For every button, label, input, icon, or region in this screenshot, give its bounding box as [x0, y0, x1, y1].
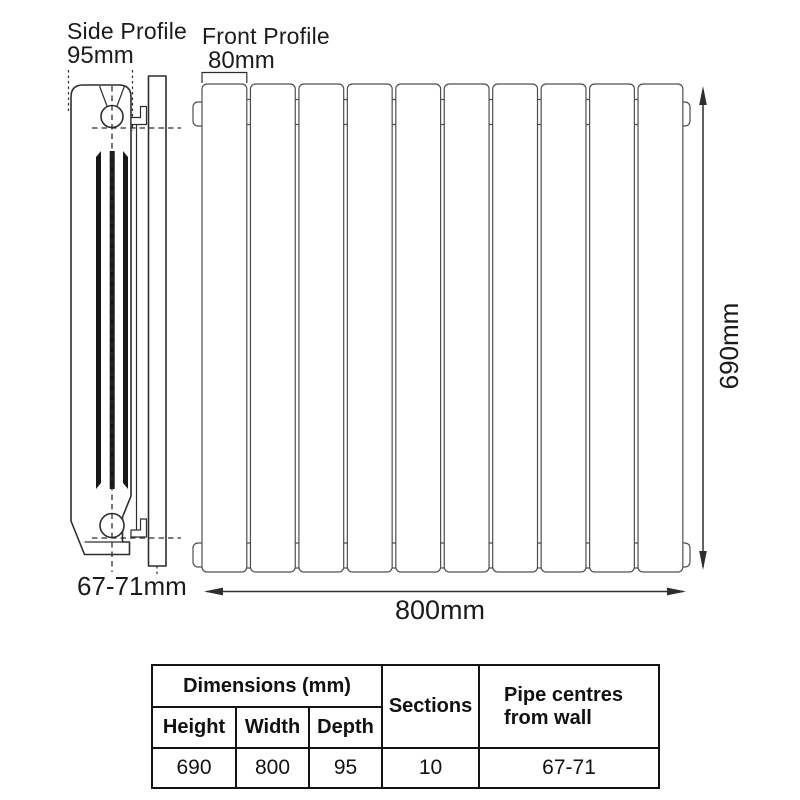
pipe-centres-label: 67-71mm	[77, 571, 187, 601]
radiator-panel	[396, 84, 441, 572]
height-value: 690	[152, 748, 236, 788]
pipe-centres-value: 67-71	[479, 748, 659, 788]
pipe-centres-header: Pipe centres from wall	[479, 665, 659, 748]
radiator-panel	[299, 84, 344, 572]
front-panels	[202, 84, 683, 572]
fin	[123, 151, 128, 489]
radiator-panel	[347, 84, 392, 572]
radiator-panel	[250, 84, 295, 572]
radiator-panel	[541, 84, 586, 572]
side-profile-drawing	[69, 70, 182, 577]
depth-value: 95	[309, 748, 382, 788]
section-width-label: 80mm	[208, 47, 275, 74]
height-column-header: Height	[152, 707, 236, 748]
width-column-header: Width	[236, 707, 309, 748]
front-profile-drawing	[193, 73, 690, 573]
spec-table	[151, 664, 660, 789]
width-value: 800	[236, 748, 309, 788]
radiator-panel	[493, 84, 538, 572]
radiator-panel	[590, 84, 635, 572]
sections-value: 10	[382, 748, 479, 788]
side-depth-label: 95mm	[67, 42, 134, 69]
dimensions-header: Dimensions (mm)	[152, 665, 382, 707]
height-dimension-arrow	[699, 86, 707, 570]
fin	[96, 151, 101, 489]
bottom-wall-bracket	[131, 519, 147, 537]
width-dimension-label: 800mm	[394, 595, 486, 625]
wall-bar	[149, 76, 167, 566]
front-profile-title: Front Profile	[202, 23, 330, 49]
depth-column-header: Depth	[309, 707, 382, 748]
radiator-panel	[202, 84, 247, 572]
top-wall-bracket	[131, 107, 147, 125]
radiator-panel	[444, 84, 489, 572]
height-dimension-label: 690mm	[714, 302, 744, 390]
side-profile-title: Side Profile	[67, 18, 188, 44]
sections-header: Sections	[382, 665, 479, 748]
radiator-panel	[638, 84, 683, 572]
